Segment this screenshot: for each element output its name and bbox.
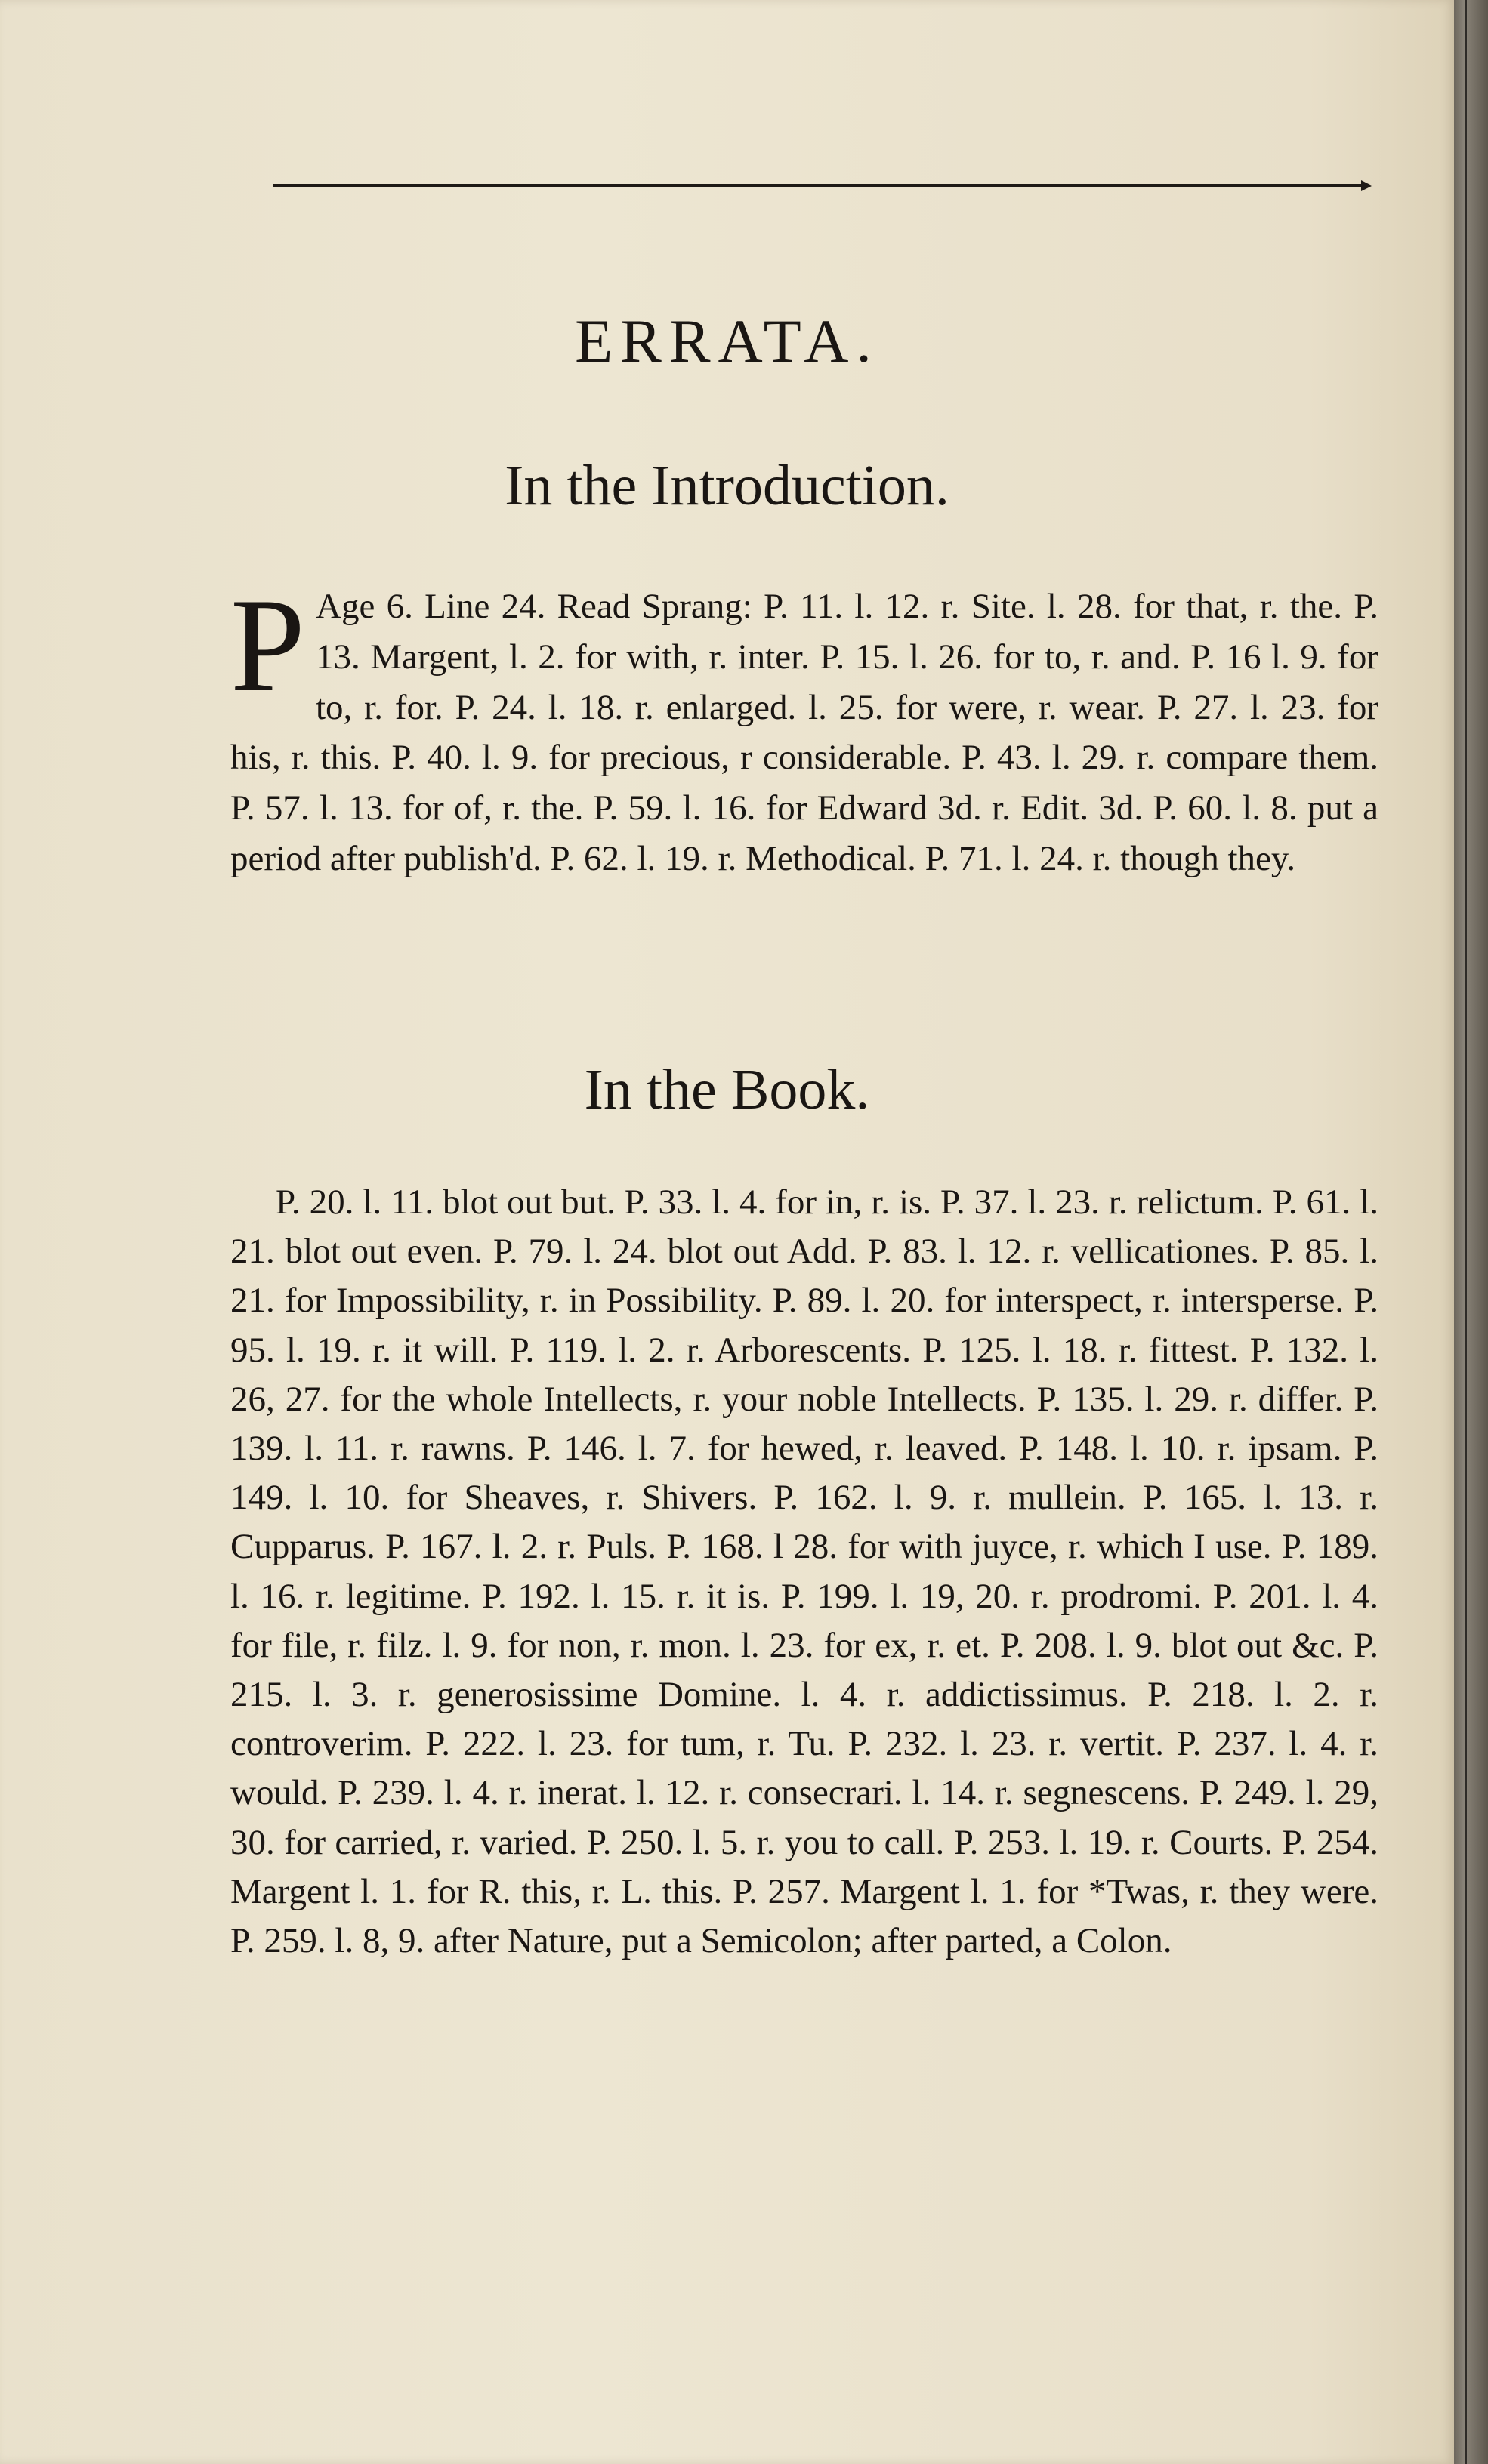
- header-rule: [273, 184, 1361, 187]
- page-title: ERRATA.: [575, 307, 879, 375]
- binding-edge: [1454, 0, 1488, 2464]
- errata-introduction-text: Age 6. Line 24. Read Sprang: P. 11. l. 12. r. Site. l. 28. for that, r. the. P. 13. Margent, l. 2. for with, r. inter. P. 15. l. 26. for to, r. and. P. 16 l. 9. for to, r. for. P. 24. l. 18. r. enlarged. l. 25. for were, r. wear. P. 27. l. 23. for his, r. this. P. 40. l. 9. for precious, r considerable. P. 43. l. 29. r. compare them. P. 57. l. 13. for of, r. the. P. 59. l. 16. for Edward 3d. r. Edit. 3d. P. 60. l. 8. put a period after publish'd. P. 62. l. 19. r. Methodical. P. 71. l. 24. r. though they.: [230, 587, 1378, 878]
- section-heading-introduction: In the Introduction.: [505, 454, 949, 517]
- drop-cap: P: [230, 570, 305, 720]
- errata-book-paragraph: P. 20. l. 11. blot out but. P. 33. l. 4. for in, r. is. P. 37. l. 23. r. relictum. P. 61. l. 21. blot out even. P. 79. l. 24. blot out Add. P. 83. l. 12. r. vellicationes. P. 85. l. 21. for Impossibility, r. in Possibility. P. 89. l. 20. for interspect, r. intersperse. P. 95. l. 19. r. it will. P. 119. l. 2. r. Arborescents. P. 125. l. 18. r. fittest. P. 132. l. 26, 27. for the whole Intellects, r. your noble Intellects. P. 135. l. 29. r. differ. P. 139. l. 11. r. rawns. P. 146. l. 7. for hewed, r. leaved. P. 148. l. 10. r. ipsam. P. 149. l. 10. for Sheaves, r. Shivers. P. 162. l. 9. r. mullein. P. 165. l. 13. r. Cupparus. P. 167. l. 2. r. Puls. P. 168. l 28. for with juyce, r. which I use. P. 189. l. 16. r. legitime. P. 192. l. 15. r. it is. P. 199. l. 19, 20. r. prodromi. P. 201. l. 4. for file, r. filz. l. 9. for non, r. mon. l. 23. for ex, r. et. P. 208. l. 9. blot out &c. P. 215. l. 3. r. generosissime Domine. l. 4. r. addictissimus. P. 218. l. 2. r. controverim. P. 222. l. 23. for tum, r. Tu. P. 232. l. 23. r. vertit. P. 237. l. 4. r. would. P. 239. l. 4. r. inerat. l. 12. r. consecrari. l. 14. r. segnescens. P. 249. l. 29, 30. for carried, r. varied. P. 250. l. 5. r. you to call. P. 253. l. 19. r. Courts. P. 254. Margent l. 1. for R. this, r. L. this. P. 257. Margent l. 1. for *Twas, r. they were. P. 259. l. 8, 9. after Nature, put a Semicolon; after parted, a Colon.: [230, 1183, 1378, 1961]
- errata-introduction-paragraph: [230, 570, 1378, 884]
- section-heading-book: In the Book.: [584, 1058, 870, 1121]
- binding-line: [1465, 0, 1467, 2464]
